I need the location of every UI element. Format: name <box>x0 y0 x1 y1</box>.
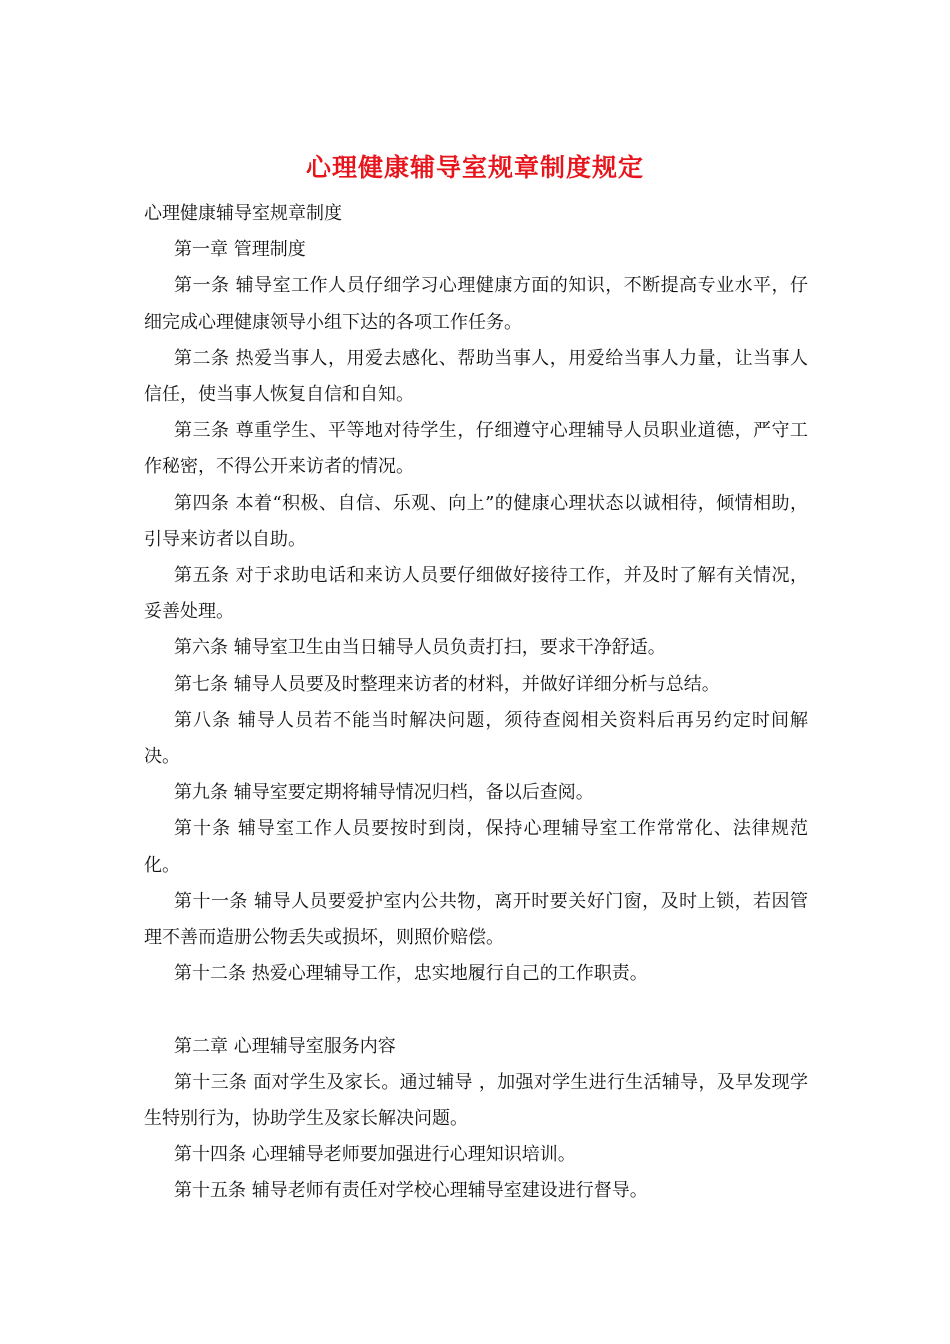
article-1: 第一条 辅导室工作人员仔细学习心理健康方面的知识，不断提高专业水平，仔细完成心理健康领导小组下达的各项工作任务。 <box>144 275 808 333</box>
article-9: 第九条 辅导室要定期将辅导情况归档，备以后查阅。 <box>174 782 594 804</box>
chapter-2-heading: 第二章 心理辅导室服务内容 <box>174 1035 396 1057</box>
article-5: 第五条 对于求助电话和来访人员要仔细做好接待工作，并及时了解有关情况，妥善处理。 <box>144 565 808 623</box>
article-12: 第十二条 热爱心理辅导工作，忠实地履行自己的工作职责。 <box>174 963 648 985</box>
article-11: 第十一条 辅导人员要爱护室内公共物，离开时要关好门窗，及时上锁，若因管理不善而造册公物丢失或损坏，则照价赔偿。 <box>144 890 808 949</box>
chapter-1-heading: 第一章 管理制度 <box>174 239 306 261</box>
document-title: 心理健康辅导室规章制度规定 <box>305 153 644 182</box>
chapter-spacer <box>144 992 808 1028</box>
document-body <box>144 196 808 1210</box>
article-15: 第十五条 辅导老师有责任对学校心理辅导室建设进行督导。 <box>174 1180 648 1202</box>
article-2: 第二条 热爱当事人，用爱去感化、帮助当事人，用爱给当事人力量，让当事人信任，使当事人恢复自信和自知。 <box>144 347 808 406</box>
article-3: 第三条 尊重学生、平等地对待学生，仔细遵守心理辅导人员职业道德，严守工作秘密，不得公开来访者的情况。 <box>144 420 808 478</box>
article-7: 第七条 辅导人员要及时整理来访者的材料，并做好详细分析与总结。 <box>174 673 720 695</box>
article-10: 第十条 辅导室工作人员要按时到岗，保持心理辅导室工作常常化、法律规范化。 <box>144 818 808 876</box>
article-6: 第六条 辅导室卫生由当日辅导人员负责打扫，要求干净舒适。 <box>174 637 666 659</box>
article-4: 第四条 本着“积极、自信、乐观、向上”的健康心理状态以诚相待，倾情相助，引导来访者以自助。 <box>144 492 808 550</box>
article-8: 第八条 辅导人员若不能当时解决问题，须待查阅相关资料后再另约定时间解决。 <box>144 709 808 768</box>
article-13: 第十三条 面对学生及家长。通过辅导 ，加强对学生进行生活辅导，及早发现学生特别行为，协助学生及家长解决问题。 <box>144 1071 808 1130</box>
article-14: 第十四条 心理辅导老师要加强进行心理知识培训。 <box>174 1144 576 1166</box>
document-subtitle: 心理健康辅导室规章制度 <box>144 203 342 224</box>
